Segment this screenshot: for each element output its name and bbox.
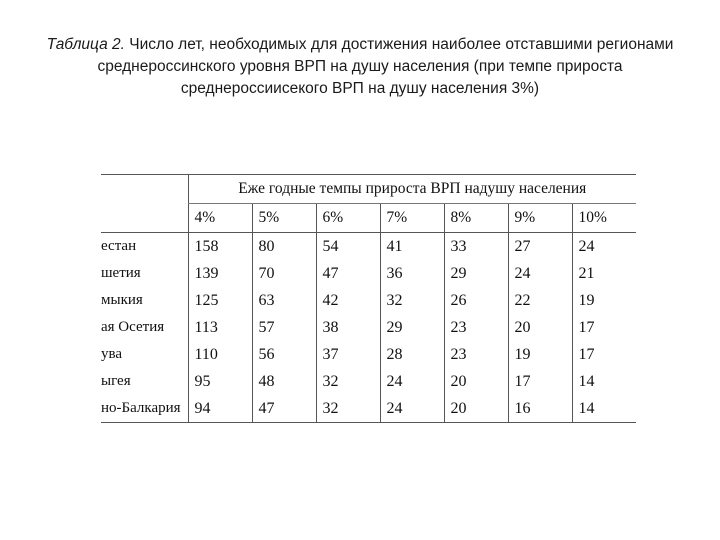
value-cell: 41 [380, 233, 444, 261]
column-header: 6% [316, 204, 380, 233]
value-cell: 48 [252, 368, 316, 395]
value-cell: 54 [316, 233, 380, 261]
value-cell: 27 [508, 233, 572, 261]
value-cell: 26 [444, 287, 508, 314]
value-cell: 37 [316, 341, 380, 368]
value-cell: 17 [572, 341, 636, 368]
column-header: 10% [572, 204, 636, 233]
value-cell: 23 [444, 314, 508, 341]
value-cell: 20 [444, 395, 508, 423]
value-cell: 63 [252, 287, 316, 314]
region-name: ая Осетия [101, 319, 165, 335]
column-header: 8% [444, 204, 508, 233]
value-cell: 57 [252, 314, 316, 341]
value-cell: 24 [380, 395, 444, 423]
value-cell: 42 [316, 287, 380, 314]
value-cell: 14 [572, 395, 636, 423]
table-row [101, 368, 636, 395]
value-cell: 22 [508, 287, 572, 314]
table-row [101, 395, 636, 423]
value-cell: 16 [508, 395, 572, 423]
value-cell: 14 [572, 368, 636, 395]
value-cell: 24 [572, 233, 636, 261]
table-row [101, 287, 636, 314]
value-cell: 19 [572, 287, 636, 314]
region-name: естан [101, 238, 137, 254]
table-row [101, 233, 636, 261]
value-cell: 20 [508, 314, 572, 341]
value-cell: 19 [508, 341, 572, 368]
table-row [101, 341, 636, 368]
region-name: шетия [101, 265, 141, 281]
table-caption [40, 34, 680, 100]
value-cell: 32 [316, 395, 380, 423]
value-cell: 139 [188, 260, 252, 287]
region-name: мыкия [101, 292, 143, 308]
value-cell: 20 [444, 368, 508, 395]
header-title: Еже годные темпы прироста ВРП надушу населения [188, 175, 636, 204]
value-cell: 56 [252, 341, 316, 368]
column-header: 4% [188, 204, 252, 233]
value-cell: 24 [380, 368, 444, 395]
region-name: ува [101, 346, 123, 362]
region-name: ыгея [101, 373, 131, 389]
data-table [101, 174, 636, 420]
value-cell: 29 [444, 260, 508, 287]
header-corner [101, 204, 188, 233]
column-header: 9% [508, 204, 572, 233]
region-name: но-Балкария [101, 395, 188, 423]
value-cell: 47 [252, 395, 316, 423]
table-row [101, 314, 636, 341]
value-cell: 24 [508, 260, 572, 287]
column-header: 7% [380, 204, 444, 233]
value-cell: 38 [316, 314, 380, 341]
value-cell: 32 [380, 287, 444, 314]
value-cell: 17 [572, 314, 636, 341]
corner-cell [101, 175, 188, 204]
value-cell: 21 [572, 260, 636, 287]
caption-lead: Таблица 2. [46, 36, 125, 53]
value-cell: 95 [188, 368, 252, 395]
column-header: 5% [252, 204, 316, 233]
value-cell: 29 [380, 314, 444, 341]
value-cell: 17 [508, 368, 572, 395]
value-cell: 94 [188, 395, 252, 423]
value-cell: 80 [252, 233, 316, 261]
value-cell: 125 [188, 287, 252, 314]
value-cell: 113 [188, 314, 252, 341]
value-cell: 36 [380, 260, 444, 287]
value-cell: 23 [444, 341, 508, 368]
value-cell: 47 [316, 260, 380, 287]
caption-text: Число лет, необходимых для достижения наиболее отставшими регионами среднероссинского уровня ВРП на душу населения (при темпе прироста среднероссиисекого ВРП на душу населения 3%) [97, 36, 674, 97]
value-cell: 70 [252, 260, 316, 287]
value-cell: 110 [188, 341, 252, 368]
value-cell: 32 [316, 368, 380, 395]
value-cell: 33 [444, 233, 508, 261]
value-cell: 28 [380, 341, 444, 368]
table-row [101, 260, 636, 287]
value-cell: 158 [188, 233, 252, 261]
